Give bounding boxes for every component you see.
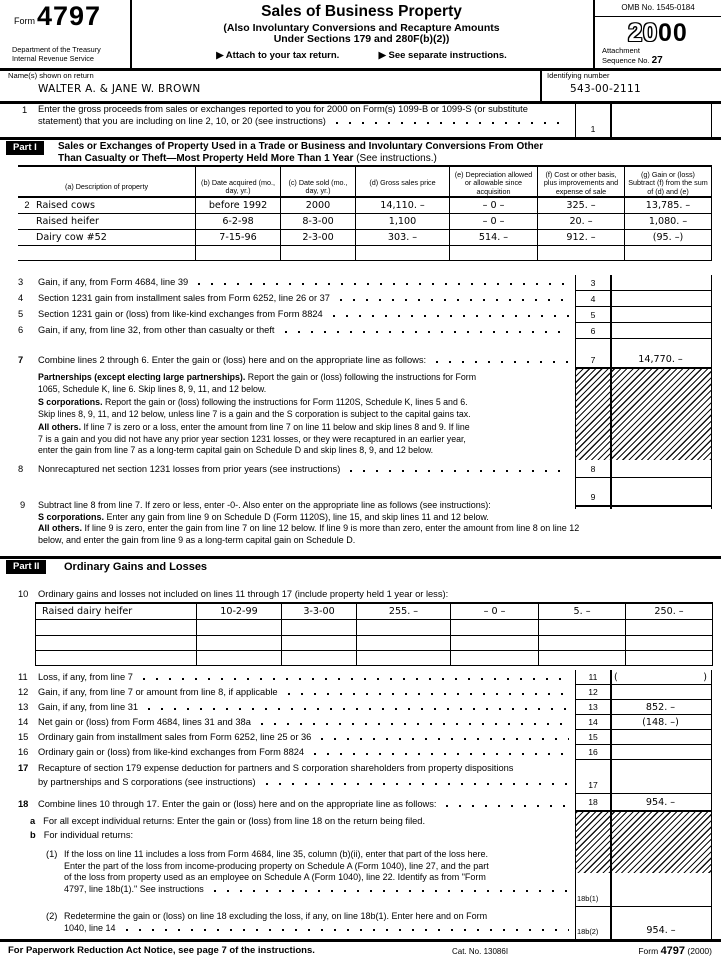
dot-leader xyxy=(446,805,569,807)
attach-note: ▶ Attach to your tax return. xyxy=(216,50,340,61)
cell-depreciation[interactable]: – 0 – xyxy=(450,214,538,230)
line1-entry-box xyxy=(575,101,712,137)
hatched-area-1 xyxy=(575,369,712,460)
table-row[interactable]: 2 Raised cows xyxy=(18,198,196,214)
cell-gross-sales[interactable]: 1,100 xyxy=(356,214,450,230)
line14: 14 Net gain or (loss) from Form 4684, lines 31 and 38a xyxy=(18,717,575,727)
part1-badge: Part I xyxy=(6,141,44,155)
table-row[interactable]: Raised dairy heifer xyxy=(36,604,197,620)
form-footer-id: Form 4797 (2000) xyxy=(638,945,712,957)
line11: 11 Loss, if any, from line 7 xyxy=(18,672,575,682)
dot-leader xyxy=(340,299,569,301)
line7-box-label: 7 xyxy=(590,354,596,365)
lines3-7-entry-boxes xyxy=(575,275,712,369)
box-divider xyxy=(610,101,612,137)
name-label: Name(s) shown on return xyxy=(8,71,94,80)
page-title: Sales of Business Property xyxy=(261,3,462,20)
line8-box-label: 8 xyxy=(590,463,596,474)
table-row[interactable] xyxy=(18,246,196,261)
cell-cost-basis[interactable]: 5. – xyxy=(539,604,626,620)
line7-allothers-text: All others. If line 7 is zero or a loss, enter the amount from line 7 on line 11 below and skip lines 8 and 9. If line xyxy=(38,422,470,432)
line9-text-1: Subtract line 8 from line 7. If zero or less, enter -0-. Also enter on the appropriate line as follows (see instructions): xyxy=(38,500,491,510)
dot-leader xyxy=(314,753,569,755)
line17-text-1: 17 Recapture of section 179 expense deduction for partners and S corporation shareholders from property dispositions xyxy=(18,763,514,773)
line5-amount[interactable] xyxy=(610,307,711,322)
dept-line2: Internal Revenue Service xyxy=(12,54,94,63)
line9-scorp-text: S corporations. Enter any gain from line 9 on Schedule D (Form 1120S), line 15, and skip lines 11 and 12 below. xyxy=(38,511,489,522)
line18-amount[interactable]: 954. – xyxy=(645,796,676,808)
col-header-date-acquired: (b) Date acquired (mo., day, yr.) xyxy=(196,167,281,198)
line6-amount[interactable] xyxy=(610,323,711,338)
header-bottom-rule xyxy=(0,68,721,71)
form-number: 4797 xyxy=(37,1,102,31)
part1-title-2: Than Casualty or Theft—Most Property Held More Than 1 Year (See instructions.) xyxy=(58,153,437,164)
line4-box-label: 4 xyxy=(590,293,596,304)
cell-gross-sales[interactable]: 14,110. – xyxy=(356,198,450,214)
tax-year-solid: 00 xyxy=(658,19,688,47)
table-row[interactable]: Raised heifer xyxy=(18,214,196,230)
dot-leader xyxy=(288,693,569,695)
cell-gain-loss[interactable] xyxy=(626,636,713,651)
line4: 4 Section 1231 gain from installment sales from Form 6252, line 26 or 37 xyxy=(18,293,575,303)
part1-table xyxy=(18,165,712,261)
line17-amount[interactable] xyxy=(610,760,711,793)
page-subtitle-2: Under Sections 179 and 280F(b)(2)) xyxy=(273,33,450,45)
line15: 15 Ordinary gain from installment sales from Form 6252, line 25 or 36 xyxy=(18,732,575,742)
line7-scorp-text-2: Skip lines 8, 9, 11, and 12 below, unless line 7 is a gain and the S corporation is subject to the capital gains tax. xyxy=(38,408,471,419)
line7-scorp-text: S corporations. Report the gain or (loss) following the instructions for Form 1120S, Schedule K, lines 5 and 6. xyxy=(38,397,468,407)
cell-cost-basis[interactable] xyxy=(539,651,626,666)
cell-gain-loss[interactable] xyxy=(626,651,713,666)
line8-amount[interactable] xyxy=(610,460,711,477)
line13-amount[interactable]: 852. – xyxy=(645,701,676,713)
dot-leader xyxy=(285,331,570,333)
attachment-label: Attachment xyxy=(602,46,640,55)
tax-year xyxy=(595,19,721,48)
line10-text: Ordinary gains and losses not included on lines 11 through 17 (include property held 1 year or less): xyxy=(38,589,449,599)
line9-amount[interactable] xyxy=(610,478,711,505)
cell-date-sold[interactable]: 3-3-00 xyxy=(282,604,357,620)
table-row[interactable] xyxy=(36,620,197,636)
line18b1-text-4: 4797, line 18b(1)." See instructions xyxy=(64,884,575,894)
line18b1-label: (1) xyxy=(46,849,58,859)
line18b1-box-label: 18b(1) xyxy=(577,894,599,903)
line7-partnerships-text-2: 1065, Schedule K, line 6. Skip lines 8, 9, 11, and 12 below. xyxy=(38,383,267,394)
col-header-description: (a) Description of property xyxy=(18,167,196,198)
line3: 3 Gain, if any, from Form 4684, line 39 xyxy=(18,277,575,287)
part1-top-rule xyxy=(0,137,721,140)
line14-amount[interactable]: (148. –) xyxy=(642,716,679,728)
dot-leader xyxy=(336,122,569,124)
tax-year-outline: 20 xyxy=(628,19,658,47)
cell-depreciation[interactable] xyxy=(451,620,539,636)
cell-depreciation[interactable]: – 0 – xyxy=(451,604,539,620)
cell-date-acquired[interactable]: before 1992 xyxy=(196,198,281,214)
line1-box-label: 1 xyxy=(590,124,596,134)
dot-leader xyxy=(321,738,569,740)
hatched-area-2 xyxy=(575,812,712,873)
dot-leader xyxy=(333,315,569,317)
dot-leader xyxy=(436,361,569,363)
box-divider xyxy=(610,369,612,460)
line1-text-2: statement) that you are including on line 2, 10, or 20 (see instructions) xyxy=(38,116,575,126)
lines18b-entry-boxes xyxy=(575,873,712,939)
box-divider xyxy=(610,873,612,939)
dot-leader xyxy=(143,678,569,680)
cell-depreciation[interactable]: – 0 – xyxy=(450,198,538,214)
line17-text-2: by partnerships and S corporations (see instructions) xyxy=(18,777,575,787)
line7-allothers-text-2: 7 is a gain and you did not have any prior year section 1231 losses, or they were recaptured in an earlier year, xyxy=(38,433,466,444)
part1-title-1: Sales or Exchanges of Property Used in a Trade or Business and Involuntary Conversions From Other xyxy=(58,141,544,152)
line3-box-label: 3 xyxy=(590,277,596,288)
line9-number: 9 xyxy=(20,500,26,510)
cell-gross-sales[interactable] xyxy=(356,246,450,261)
line17-box-label: 17 xyxy=(588,780,598,790)
part2-table xyxy=(35,602,713,666)
table-row[interactable] xyxy=(36,636,197,651)
cell-date-acquired[interactable]: 6-2-98 xyxy=(196,214,281,230)
cell-gain-loss[interactable]: 13,785. – xyxy=(625,198,712,214)
line9-allothers-text-2: below, and enter the gain from line 9 as a long-term capital gain on Schedule D. xyxy=(38,534,356,545)
table-row[interactable] xyxy=(36,651,197,666)
line1-number: 1 xyxy=(22,105,28,115)
line18b1-text-3: of the loss from property used as an employee on Schedule A (Form 1040), line 22. Identify as from "Form xyxy=(64,872,486,882)
line18b2-amount[interactable]: 954. – xyxy=(646,925,676,936)
lines8-9-entry-boxes xyxy=(575,460,712,509)
attach-instructions xyxy=(130,50,593,61)
cell-gross-sales[interactable] xyxy=(357,636,451,651)
name-row-divider xyxy=(540,68,542,101)
cell-cost-basis[interactable]: 912. – xyxy=(538,230,625,246)
dot-leader xyxy=(266,783,569,785)
line7-amount[interactable]: 14,770. – xyxy=(638,354,683,365)
line10-number: 10 xyxy=(18,589,29,599)
line1-amount[interactable] xyxy=(610,101,711,137)
line15-box-label: 15 xyxy=(588,732,598,742)
line11-amount[interactable]: ( ) xyxy=(614,671,707,683)
line16-amount[interactable] xyxy=(610,745,711,759)
dept-line1: Department of the Treasury xyxy=(12,45,101,54)
line18-box-label: 18 xyxy=(588,797,598,807)
footer-rule xyxy=(0,939,721,942)
box-divider xyxy=(610,812,612,873)
identifying-number-label: Identifying number xyxy=(547,71,610,80)
line18b2-text-2: 1040, line 14 xyxy=(64,923,575,933)
col-header-depreciation: (e) Depreciation allowed or allowable since acquisition xyxy=(450,167,538,198)
cell-date-acquired[interactable] xyxy=(196,246,281,261)
cell-gain-loss[interactable] xyxy=(626,620,713,636)
line1-text-1: Enter the gross proceeds from sales or exchanges reported to you for 2000 on Form(s) 1099-B or 1099-S (or substitute xyxy=(38,104,528,114)
cell-date-acquired[interactable] xyxy=(197,636,282,651)
cell-gain-loss[interactable]: 250. – xyxy=(626,604,713,620)
line15-amount[interactable] xyxy=(610,730,711,744)
line18a: a For all except individual returns: Enter the gain or (loss) from line 18 on the return being filed. xyxy=(30,816,426,826)
box-divider xyxy=(610,670,612,812)
form-word: Form xyxy=(14,16,35,26)
cell-date-sold[interactable] xyxy=(282,620,357,636)
cell-cost-basis[interactable] xyxy=(538,246,625,261)
omb-number: OMB No. 1545-0184 xyxy=(595,0,721,17)
cell-gain-loss[interactable]: 1,080. – xyxy=(625,214,712,230)
dot-leader xyxy=(126,929,569,931)
cell-depreciation[interactable]: 514. – xyxy=(450,230,538,246)
cell-date-acquired[interactable] xyxy=(197,620,282,636)
cell-date-acquired[interactable] xyxy=(197,651,282,666)
line12: 12 Gain, if any, from line 7 or amount from line 8, if applicable xyxy=(18,687,575,697)
line6-box-label: 6 xyxy=(590,325,596,336)
line18b1-text-1: If the loss on line 11 includes a loss from Form 4684, line 35, column (b)(ii), enter that part of the loss here. xyxy=(64,849,489,859)
dot-leader xyxy=(148,708,569,710)
cell-gain-loss[interactable] xyxy=(625,246,712,261)
line18b2-label: (2) xyxy=(46,911,58,921)
cell-depreciation[interactable] xyxy=(451,651,539,666)
part2-top-rule xyxy=(0,556,721,559)
identifying-number-value[interactable]: 543-00-2111 xyxy=(570,83,642,95)
box-divider xyxy=(610,275,612,369)
col-header-gain-loss: (g) Gain or (loss) Subtract (f) from the sum of (d) and (e) xyxy=(625,167,712,198)
line16-box-label: 16 xyxy=(588,747,598,757)
lines11-18-entry-boxes xyxy=(575,670,712,812)
line3-amount[interactable] xyxy=(610,275,711,290)
cell-gross-sales[interactable]: 303. – xyxy=(356,230,450,246)
line7-allothers-text-3: enter the gain from line 7 as a long-term capital gain on Schedule D and skip lines 8, 9, and 12 below. xyxy=(38,445,434,455)
catalog-number: Cat. No. 13086I xyxy=(452,947,509,956)
sequence-label: Sequence No. 27 xyxy=(602,55,663,66)
dot-leader xyxy=(350,470,569,472)
cell-gross-sales[interactable] xyxy=(357,620,451,636)
line13: 13 Gain, if any, from line 31 xyxy=(18,702,575,712)
line14-box-label: 14 xyxy=(588,717,598,727)
col-header-cost-basis: (f) Cost or other basis, plus improvements and expense of sale xyxy=(538,167,625,198)
cell-cost-basis[interactable]: 20. – xyxy=(538,214,625,230)
cell-date-sold[interactable]: 8-3-00 xyxy=(281,214,356,230)
line9-box-label: 9 xyxy=(590,492,596,502)
line12-box-label: 12 xyxy=(588,687,598,697)
cell-date-acquired[interactable]: 7-15-96 xyxy=(196,230,281,246)
col-header-gross-sales: (d) Gross sales price xyxy=(356,167,450,198)
cell-cost-basis[interactable] xyxy=(539,636,626,651)
sequence-number: 27 xyxy=(651,55,663,66)
line5: 5 Section 1231 gain or (loss) from like-kind exchanges from Form 8824 xyxy=(18,309,575,319)
line9-allothers-text: All others. If line 9 is zero, enter the gain from line 7 on line 12 below. If line 9 is more than zero, enter the amount from line 8 on line 12 xyxy=(38,523,580,533)
table-row[interactable]: Dairy cow #52 xyxy=(18,230,196,246)
cell-date-sold[interactable]: 2-3-00 xyxy=(281,230,356,246)
dot-leader xyxy=(198,283,569,285)
box-divider xyxy=(610,460,612,509)
line18b2-box-label: 18b(2) xyxy=(577,927,599,936)
part2-title: Ordinary Gains and Losses xyxy=(64,561,208,573)
col-header-date-sold: (c) Date sold (mo., day, yr.) xyxy=(281,167,356,198)
line12-amount[interactable] xyxy=(610,685,711,699)
line18: 18 Combine lines 10 through 17. Enter the gain or (loss) here and on the appropriate line as follows: xyxy=(18,799,575,809)
cell-cost-basis[interactable]: 325. – xyxy=(538,198,625,214)
line11-box-label: 11 xyxy=(588,672,598,682)
line18b: b For individual returns: xyxy=(30,830,134,840)
line8: 8 Nonrecaptured net section 1231 losses from prior years (see instructions) xyxy=(18,464,575,474)
page-subtitle-1: (Also Involuntary Conversions and Recapture Amounts xyxy=(223,22,500,34)
paperwork-notice: For Paperwork Reduction Act Notice, see page 7 of the instructions. xyxy=(8,945,315,956)
line18b2-text-1: Redetermine the gain or (loss) on line 18 excluding the loss, if any, on line 18b(1). Enter here and on Form xyxy=(64,911,488,921)
cell-gross-sales[interactable]: 255. – xyxy=(357,604,451,620)
line16: 16 Ordinary gain or (loss) from like-kind exchanges from Form 8824 xyxy=(18,747,575,757)
line6: 6 Gain, if any, from line 32, from other than casualty or theft xyxy=(18,325,575,335)
line7-partnerships-text: Partnerships (except electing large partnerships). Report the gain or (loss) following the instructions for Form xyxy=(38,372,477,382)
cell-depreciation[interactable] xyxy=(450,246,538,261)
see-instructions-note: ▶ See separate instructions. xyxy=(378,50,507,61)
name-value[interactable]: WALTER A. & JANE W. BROWN xyxy=(38,83,201,95)
cell-cost-basis[interactable] xyxy=(539,620,626,636)
cell-date-sold[interactable] xyxy=(281,246,356,261)
line18b1-text-2: Enter the part of the loss from income-producing property on Schedule A (Form 1040), line 27, and the part xyxy=(64,860,489,871)
dot-leader xyxy=(214,890,569,892)
cell-gain-loss[interactable]: (95. –) xyxy=(625,230,712,246)
line5-box-label: 5 xyxy=(590,309,596,320)
cell-depreciation[interactable] xyxy=(451,636,539,651)
line4-amount[interactable] xyxy=(610,291,711,306)
dot-leader xyxy=(261,723,569,725)
cell-gross-sales[interactable] xyxy=(357,651,451,666)
line18b1-amount[interactable] xyxy=(611,873,711,906)
cell-date-sold[interactable]: 2000 xyxy=(281,198,356,214)
cell-date-sold[interactable] xyxy=(282,651,357,666)
cell-date-sold[interactable] xyxy=(282,636,357,651)
part2-badge: Part II xyxy=(6,560,46,574)
cell-date-acquired[interactable]: 10-2-99 xyxy=(197,604,282,620)
line7: 7 Combine lines 2 through 6. Enter the gain or (loss) here and on the appropriate line as follows: xyxy=(18,355,575,365)
line13-box-label: 13 xyxy=(588,702,598,712)
